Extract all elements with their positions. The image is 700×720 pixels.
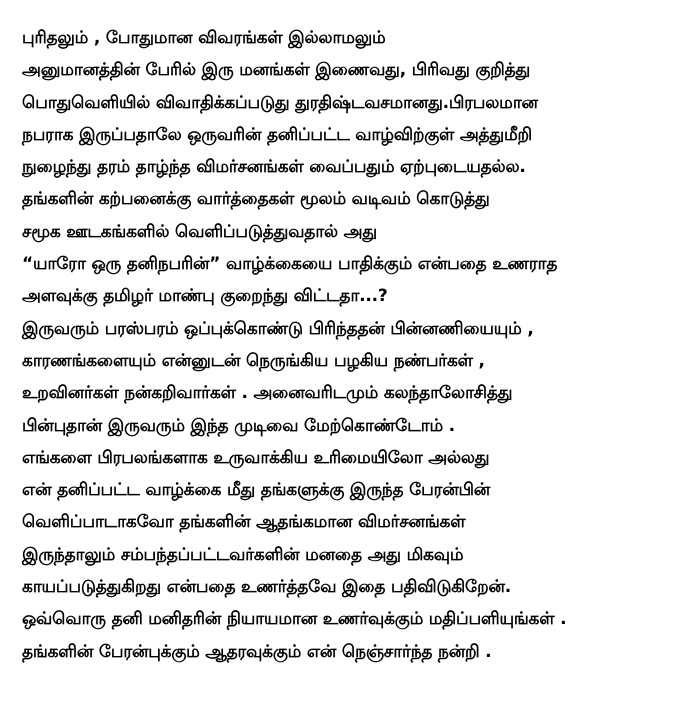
text-line: “யாரோ ஒரு தனிநபரின்” வாழ்க்கையை பாதிக்கும் என்பதை உணராத <box>22 254 558 275</box>
statement-text <box>22 22 692 668</box>
text-line: பொதுவெளியில் விவாதிக்கப்படுது துரதிஷ்டவசமானது.பிரபலமான <box>22 92 538 113</box>
text-line: புரிதலும் , போதுமான விவரங்கள் இல்லாமலும் <box>22 28 386 48</box>
text-line: ஒவ்வொரு தனி மனிதரின் நியாயமான உணர்வுக்கும் மதிப்பளியுங்கள் . <box>22 609 567 630</box>
text-line: சமூக ஊடகங்களில் வெளிப்படுத்துவதால் அது <box>22 221 377 242</box>
text-line: இருவரும் பரஸ்பரம் ஒப்புக்கொண்டு பிரிந்ததன் பின்னணியையும் , <box>22 318 534 339</box>
text-line: தங்களின் பேரன்புக்கும் ஆதரவுக்கும் என் நெஞ்சார்ந்த நன்றி . <box>22 641 492 662</box>
text-line: உறவினர்கள் நன்கறிவார்கள் . அனைவரிடமும் கலந்தாலோசித்து <box>22 383 513 404</box>
text-line: என் தனிப்பட்ட வாழ்க்கை மீது தங்களுக்கு இருந்த பேரன்பின் <box>22 480 491 501</box>
text-line: பின்புதான் இருவரும் இந்த முடிவை மேற்கொண்டோம் . <box>22 415 455 436</box>
text-line: தங்களின் கற்பனைக்கு வார்த்தைகள் மூலம் வடிவம் கொடுத்து <box>22 189 490 210</box>
text-line: நபராக இருப்பதாலே ஒருவரின் தனிப்பட்ட வாழ்விற்குள் அத்துமீறி <box>22 124 532 145</box>
text-line: எங்களை பிரபலங்களாக உருவாக்கிய உரிமையிலோ அல்லது <box>22 447 490 468</box>
text-line: அனுமானத்தின் பேரில் இரு மனங்கள் இணைவது, பிரிவது குறித்து <box>22 60 531 81</box>
text-line: காரணங்களையும் என்னுடன் நெருங்கிய பழகிய நண்பர்கள் , <box>22 350 485 371</box>
text-line: வெளிப்பாடாகவோ தங்களின் ஆதங்கமான விமர்சனங்கள் <box>22 512 466 533</box>
text-line: காயப்படுத்துகிறது என்பதை உணர்த்தவே இதை பதிவிடுகிறேன். <box>22 577 512 598</box>
text-line: இருந்தாலும் சம்பந்தப்பட்டவர்களின் மனதை அது மிகவும் <box>22 544 464 565</box>
text-line: நுழைந்து தரம் தாழ்ந்த விமர்சனங்கள் வைப்பதும் ஏற்புடையதல்ல. <box>22 157 526 178</box>
text-line: அளவுக்கு தமிழர் மாண்பு குறைந்து விட்டதா...? <box>22 286 388 307</box>
